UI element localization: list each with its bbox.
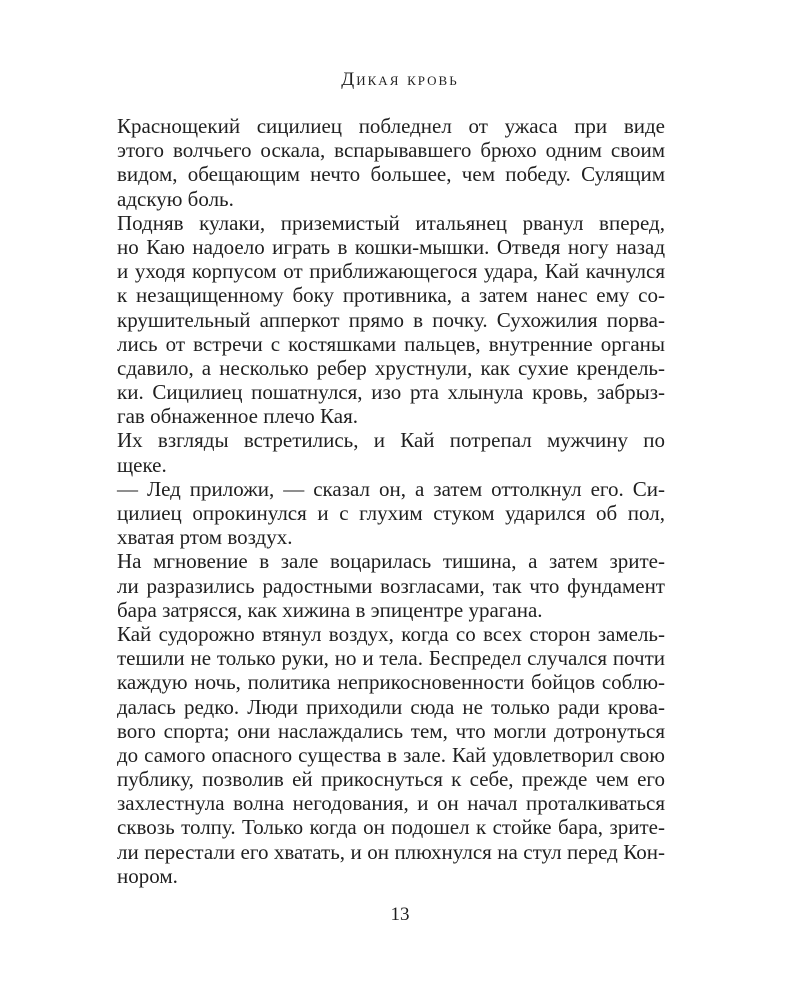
text-line: гав обнаженное плечо Кая. — [117, 404, 358, 429]
text-line: этого волчьего оскала, вспарывавшего брюхо одним своим — [117, 138, 665, 163]
text-line: публику, позволив ей прикоснуться к себе, прежде чем его — [117, 767, 665, 792]
text-line: но Каю надоело играть в кошки-мышки. Отведя ногу назад — [117, 234, 665, 259]
text-line: сдавило, а несколько ребер хрустнули, как сухие крендель- — [117, 355, 665, 380]
text-line: крушительный апперкот прямо в почку. Сухожилия порва- — [117, 307, 665, 332]
text-line: ли перестали его хватать, и он плюхнулся на стул перед Кон- — [117, 839, 665, 864]
text-line: каждую ночь, политика неприкосновенности бойцов соблю- — [117, 670, 665, 695]
text-line: Подняв кулаки, приземистый итальянец рванул вперед, — [117, 210, 665, 235]
text-line: На мгновение в зале воцарилась тишина, а затем зрите- — [117, 549, 665, 574]
text-line: адскую боль. — [117, 186, 234, 211]
text-line: сквозь толпу. Только когда он подошел к стойке бара, зрите- — [117, 815, 665, 840]
text-line: ки. Сицилиец пошатнулся, изо рта хлынула кровь, забрыз- — [117, 380, 665, 405]
running-head: Дикая кровь — [341, 69, 459, 90]
text-line: Кай судорожно втянул воздух, когда со всех сторон замель- — [117, 621, 665, 646]
text-line: к незащищенному боку противника, а затем нанес ему со- — [117, 283, 665, 308]
text-line: цилиец опрокинулся и с глухим стуком ударился об пол, — [117, 501, 665, 525]
text-line: Краснощекий сицилиец побледнел от ужаса при виде — [117, 114, 665, 138]
text-line: бара затрясся, как хижина в эпицентре урагана. — [117, 597, 543, 622]
text-line: ли разразились радостными возгласами, так что фундамент — [117, 573, 665, 598]
text-line: Их взгляды встретились, и Кай потрепал мужчину по — [117, 428, 665, 453]
text-line: видом, обещающим нечто большее, чем победу. Сулящим — [117, 162, 665, 187]
text-line: лись от встречи с костяшками пальцев, внутренние органы — [117, 331, 665, 356]
text-line: захлестнула волна негодования, и он начал проталкиваться — [117, 791, 665, 816]
text-line: вого спорта; они наслаждались тем, что могли дотронуться — [117, 718, 665, 743]
body-text — [117, 114, 665, 888]
page-number: 13 — [390, 904, 410, 925]
text-line: тешили не только руки, но и тела. Беспредел случался почти — [117, 646, 665, 671]
text-line: и уходя корпусом от приближающегося удара, Кай качнулся — [117, 259, 665, 284]
text-line: хватая ртом воздух. — [117, 525, 293, 550]
text-line: нором. — [117, 863, 178, 888]
text-line: до самого опасного существа в зале. Кай удовлетворил свою — [117, 742, 665, 767]
text-line: — Лед приложи, — сказал он, а затем оттолкнул его. Си- — [117, 476, 665, 501]
text-line: далась редко. Люди приходили сюда не только ради крова- — [117, 694, 665, 719]
text-line: щеке. — [117, 452, 167, 477]
